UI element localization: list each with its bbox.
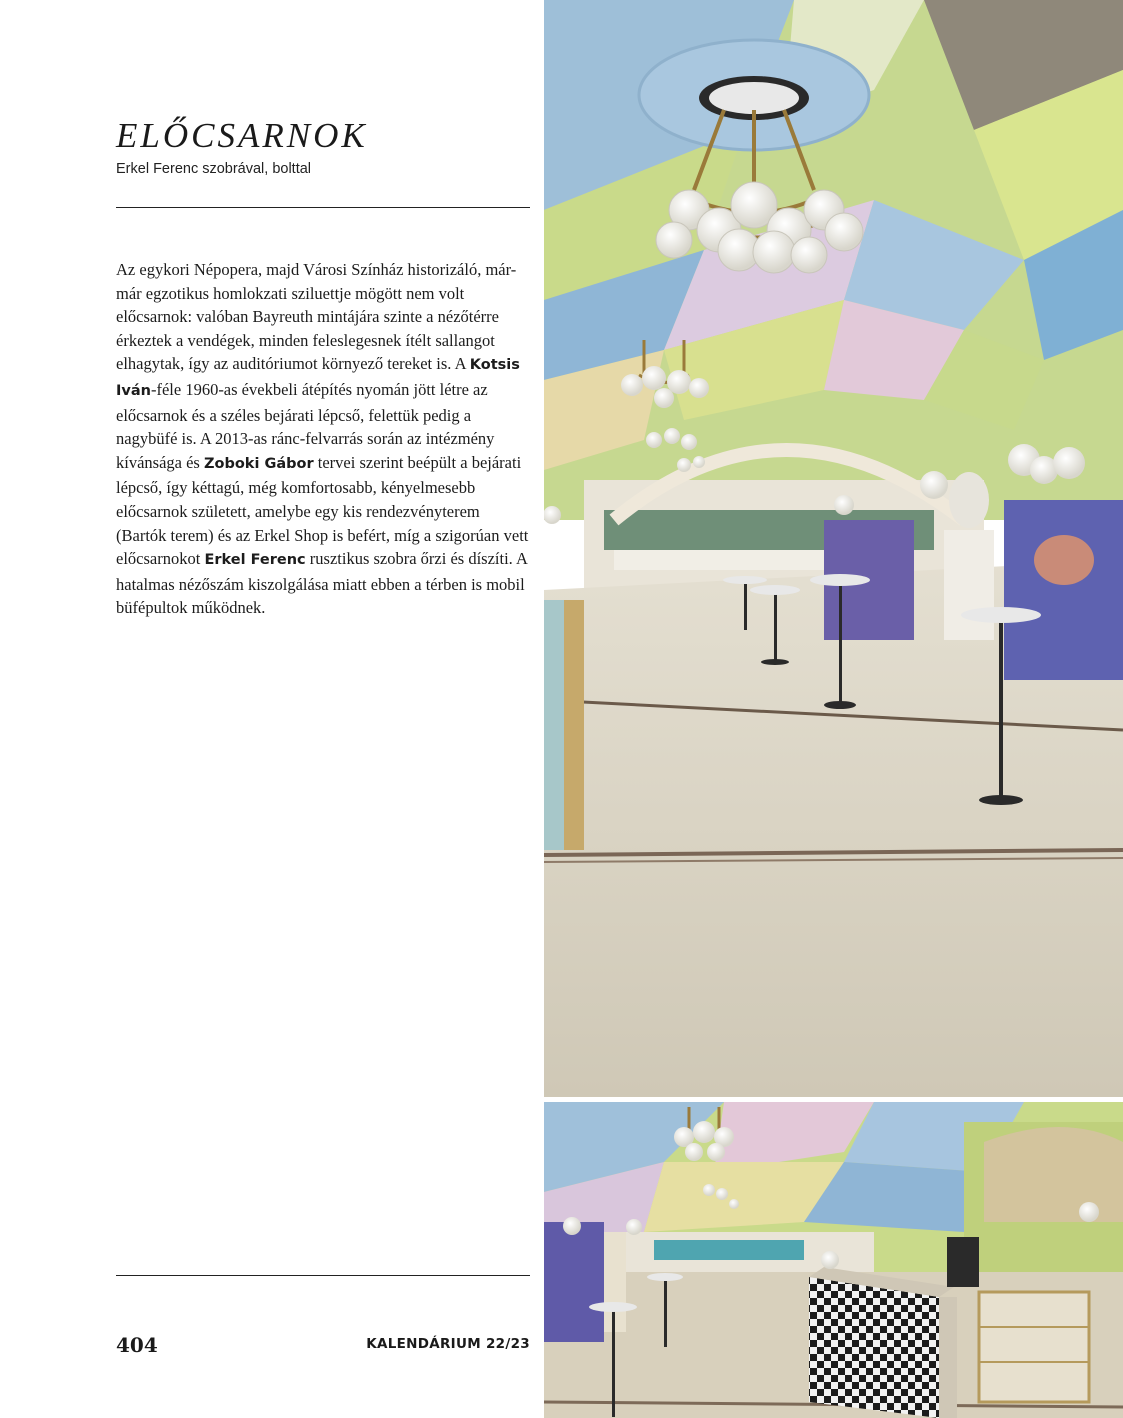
page-number: 404 — [116, 1333, 158, 1357]
body-name-highlight: Kotsis Iván — [116, 357, 520, 399]
top-divider — [116, 207, 530, 208]
lobby-photo-bar — [544, 1102, 1123, 1418]
body-name-highlight: Erkel Ferenc — [204, 552, 306, 569]
article-subtitle: Erkel Ferenc szobrával, bolttal — [116, 161, 312, 177]
article-body — [116, 258, 532, 620]
lobby-photo-main — [544, 0, 1123, 1097]
body-text-run: Az egykori Népopera, majd Városi Színház historizáló, már-már egzotikus homlokzati sziluettje mögött nem volt előcsarnok: valóban Bayreuth mintájára szinte a nézőtérre érkeztek a vendégek, minden feleslegesnek ítélt sallangot elhagytak, így az auditóriumot környező tereket is. A — [116, 260, 517, 374]
bottom-divider — [116, 1275, 530, 1276]
article-title: ELŐCSARNOK — [116, 116, 368, 155]
body-text-run: -féle 1960-as évekbeli átépítés nyomán jött létre az előcsarnok és a széles bejárati lépcső, felettük pedig a nagybüfé is. A 2013-as ránc-felvarrás során az intézmény kívánsága és — [116, 379, 495, 472]
publication-name: KALENDÁRIUM 22/23 — [366, 1336, 530, 1352]
body-text-run: rusztikus szobra őrzi és díszíti. A hatalmas nézőszám kiszolgálása miatt ebben a térben is mobil büfépultok működnek. — [116, 549, 527, 618]
body-text-run: tervei szerint beépült a bejárati lépcső, így kéttagú, még komfortosabb, kényelmesebb előcsarnok született, amelybe egy kis rendezvényterem (Bartók terem) és az Erkel Shop is befért, míg a szigorúan vett előcsarnokot — [116, 452, 529, 569]
body-name-highlight: Zoboki Gábor — [203, 455, 314, 472]
